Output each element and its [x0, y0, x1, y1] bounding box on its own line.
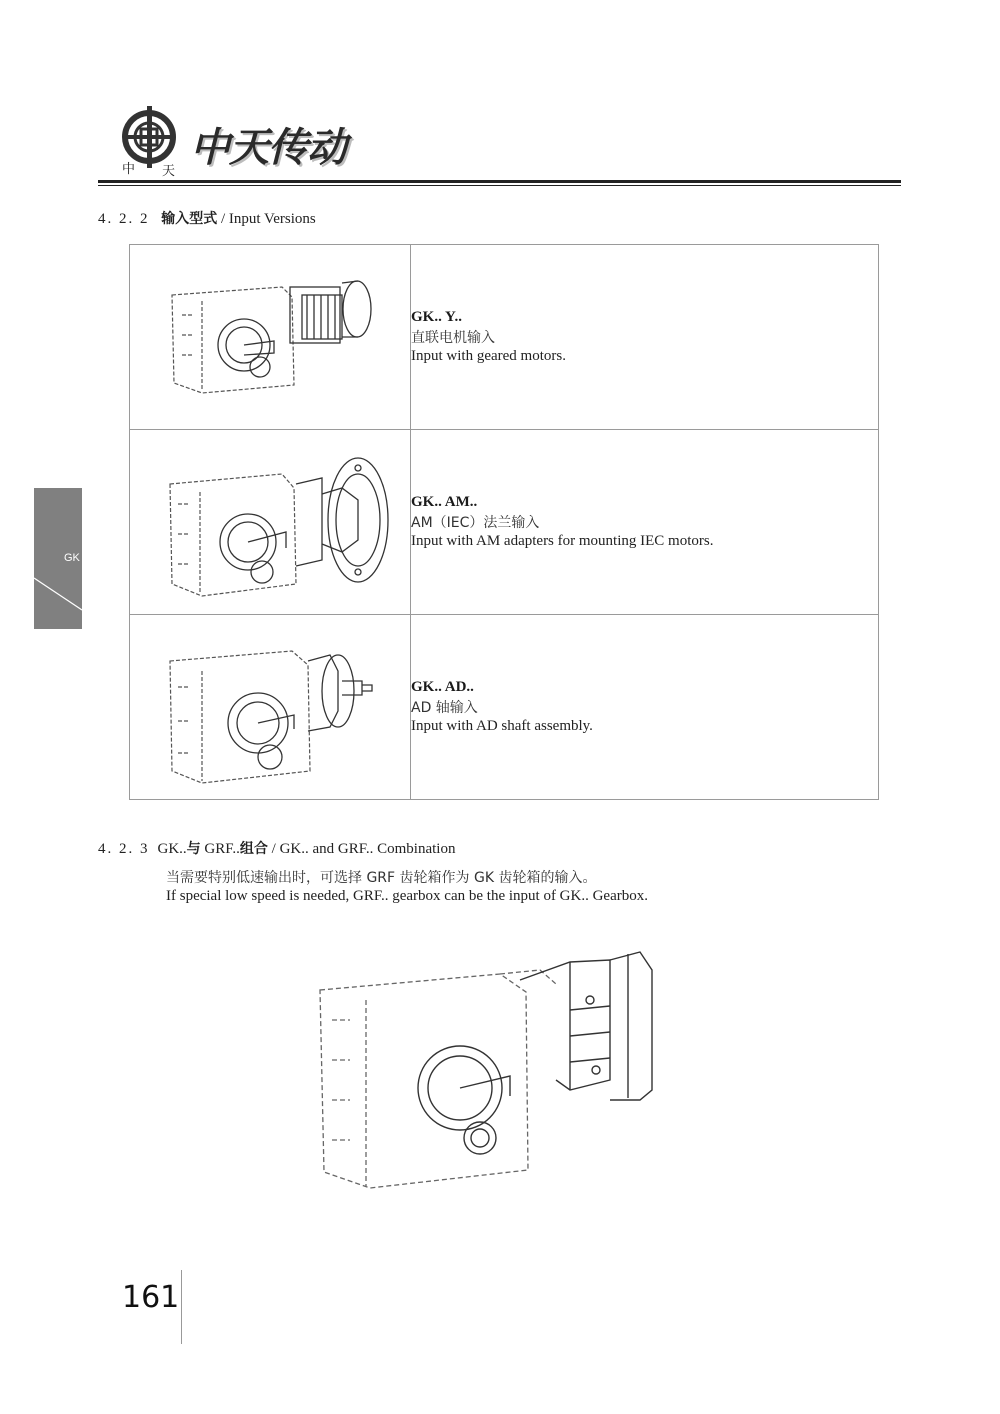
version-desc-en: Input with geared motors. — [411, 348, 566, 364]
table-row — [130, 615, 879, 800]
side-tab-label: GK — [64, 552, 80, 564]
logo-small-right: 天 — [162, 164, 176, 179]
ad-shaft-drawing-icon — [162, 631, 392, 791]
company-logo — [112, 100, 357, 178]
version-desc-en: Input with AD shaft assembly. — [411, 718, 593, 734]
section-title-en: / Input Versions — [221, 211, 316, 227]
page-number: 161 — [122, 1280, 180, 1315]
section-number: 4. 2. 3 — [98, 841, 150, 857]
version-desc-en: Input with AM adapters for mounting IEC motors. — [411, 533, 714, 549]
version-code: GK.. AM.. — [411, 494, 478, 510]
am-adapter-drawing-icon — [162, 444, 392, 604]
gear-motor-drawing-icon — [162, 275, 392, 405]
figure-cell — [130, 245, 411, 430]
header-rule-thin — [98, 185, 901, 186]
section-number: 4. 2. 2 — [98, 211, 150, 227]
description-cell — [411, 245, 879, 430]
version-desc-cn: AD 轴输入 — [411, 700, 478, 716]
logo-text: 中天传动 — [190, 125, 346, 171]
section-title-part: GK.. — [157, 841, 187, 857]
tab-diagonal-icon — [34, 488, 82, 629]
figure-cell — [130, 430, 411, 615]
section-title-cn-and: 与 — [186, 841, 201, 857]
version-code: GK.. Y.. — [411, 309, 462, 325]
logo-small-left: 中 — [122, 162, 136, 177]
combination-description-cn: 当需要特别低速输出时，可选择 GRF 齿轮箱作为 GK 齿轮箱的输入。 — [166, 870, 597, 886]
figure-cell — [130, 615, 411, 800]
description-cell — [411, 615, 879, 800]
section-title-cn-combination: 组合 — [239, 841, 268, 857]
side-tab — [34, 488, 82, 629]
description-cell — [411, 430, 879, 615]
table-row — [130, 430, 879, 615]
gk-grf-combination-drawing-icon — [310, 940, 670, 1195]
section-423-heading — [98, 838, 455, 858]
section-title-cn: 输入型式 — [161, 211, 218, 227]
section-title-part: GRF.. — [200, 841, 240, 857]
version-code: GK.. AD.. — [411, 679, 474, 695]
section-422-heading — [98, 208, 316, 228]
page-number-rule — [181, 1270, 182, 1344]
header-rule-thick — [98, 180, 901, 183]
section-title-en: / GK.. and GRF.. Combination — [267, 841, 456, 857]
table-row — [130, 245, 879, 430]
version-desc-cn: 直联电机输入 — [411, 330, 495, 346]
input-versions-table — [129, 244, 879, 800]
combination-description-en: If special low speed is needed, GRF.. gearbox can be the input of GK.. Gearbox. — [166, 888, 648, 904]
version-desc-cn: AM（IEC）法兰输入 — [411, 515, 540, 531]
